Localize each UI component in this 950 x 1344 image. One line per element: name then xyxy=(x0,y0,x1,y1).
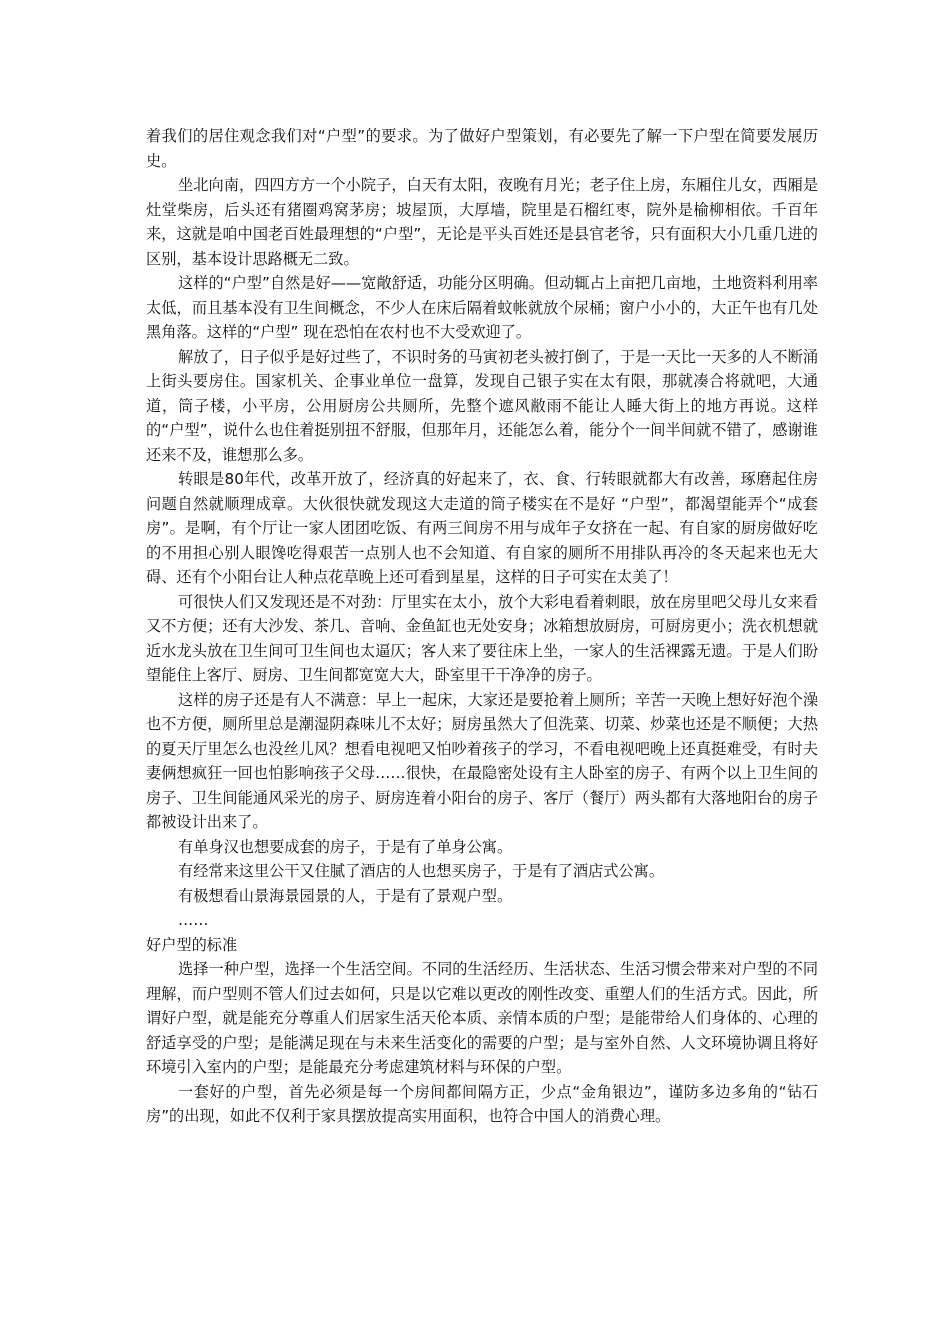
document-body xyxy=(146,124,818,1129)
paragraph-small-living-room: 可很快人们又发现还是不对劲：厅里实在太小，放个大彩电看着刺眼，放在房里吧父母儿女来看又不方便；还有大沙发、茶几、音响、金鱼缸也无处安身；冰箱想放厨房，可厨房更小；洗衣机想就近水龙头放在卫生间可卫生间也太逼仄；客人来了要往床上坐，一家人的生活裸露无遗。于是人们盼望能住上客厅、厨房、卫生间都宽宽大大，卧室里干干净净的房子。 xyxy=(146,592,818,684)
paragraph-hotel-apartment: 有经常来这里公干又住腻了酒店的人也想买房子，于是有了酒店式公寓。 xyxy=(178,862,664,880)
paragraph-courtyard-house: 坐北向南，四四方方一个小院子，白天有太阳，夜晚有月光；老子住上房，东厢住儿女，西厢是灶堂柴房，后头还有猪圈鸡窝茅房；坡屋顶，大厚墙，院里是石榴红枣，院外是榆柳相依。千百年来，这就是咱中国老百姓最理想的“户型”，无论是平头百姓还是县官老爷，只有面积大小几重几进的区别，基本设计思路概无二致。 xyxy=(146,176,818,268)
paragraph-standard-definition: 选择一种户型，选择一个生活空间。不同的生活经历、生活状态、生活习惯会带来对户型的不同理解，而户型则不管人们过去如何，只是以它难以更改的刚性改变、重塑人们的生活方式。因此，所谓好户型，就是能充分尊重人们居家生活天伦本质、亲情本质的户型；是能带给人们身体的、心理的舒适享受的户型；是能满足现在与未来生活变化的需要的户型；是与室外自然、人文环境协调且将好环境引入室内的户型；是能最充分考虑建筑材料与环保的户型。 xyxy=(146,960,818,1076)
paragraph-single-apartment: 有单身汉也想要成套的房子，于是有了单身公寓。 xyxy=(178,837,513,856)
paragraph-ellipsis: …… xyxy=(178,911,209,929)
paragraph-courtyard-drawbacks: 这样的“户型”自然是好——宽敞舒适，功能分区明确。但动辄占上亩把几亩地，土地资料利用率太低，而且基本没有卫生间概念，不少人在床后隔着蚊帐就放个尿桶；窗户小小的，大正午也有几处黑角落。这样的“户型” 现在恐怕在农村也不大受欢迎了。 xyxy=(146,274,818,341)
section-heading: 好户型的标准 xyxy=(146,935,238,954)
paragraph-1980s: 转眼是80年代，改革开放了，经济真的好起来了，衣、食、行转眼就都大有改善，琢磨起住房问题自然就顺理成章。大伙很快就发现这大走道的筒子楼实在不是好 “户型”，都渴望能弄个“成套房”。是啊，有个厅让一家人团团吃饭、有两三间房不用与成年子女挤在一起、有自家的厨房做好吃的不用担心别人眼馋吃得艰苦一点别人也不会知道、有自家的厕所不用排队再冷的冬天起来也无大碍、还有个小阳台让人种点花草晚上还可看到星星，这样的日子可实在太美了！ xyxy=(146,470,818,586)
paragraph-square-rooms: 一套好的户型，首先必须是每一个房间都间隔方正，少点“金角银边”，谨防多边多角的“钻石房”的出现，如此不仅利于家具摆放提高实用面积，也符合中国人的消费心理。 xyxy=(146,1082,818,1125)
paragraph-view-unit: 有极想看山景海景园景的人，于是有了景观户型。 xyxy=(178,886,513,905)
paragraph-after-liberation: 解放了，日子似乎是好过些了，不识时务的马寅初老头被打倒了，于是一天比一天多的人不断涌上街头要房住。国家机关、企事业单位一盘算，发现自己银子实在太有限，那就凑合将就吧，大通道，筒子楼，小平房，公用厨房公共厕所，先整个遮风敝雨不能让人睡大街上的地方再说。这样的“户型”，说什么也住着挺别扭不舒服，但那年月，还能怎么着，能分个一间半间就不错了，感谢谁还来不及，谁想那么多。 xyxy=(146,347,818,464)
paragraph-continuation: 着我们的居住观念我们对“户型”的要求。为了做好户型策划，有必要先了解一下户型在简要发展历史。 xyxy=(146,127,818,170)
paragraph-further-improvements: 这样的房子还是有人不满意：早上一起床，大家还是要抢着上厕所；辛苦一天晚上想好好泡个澡也不方便，厕所里总是潮湿阴森味儿不太好；厨房虽然大了但洗菜、切菜、炒菜也还是不顺便；大热的夏天厅里怎么也没丝儿风？想看电视吧又怕吵着孩子的学习，不看电视吧晚上还真挺难受，有时夫妻俩想疯狂一回也怕影响孩子父母……很快，在最隐密处设有主人卧室的房子、有两个以上卫生间的房子、卫生间能通风采光的房子、厨房连着小阳台的房子、客厅（餐厅）两头都有大落地阳台的房子都被设计出来了。 xyxy=(146,690,818,831)
